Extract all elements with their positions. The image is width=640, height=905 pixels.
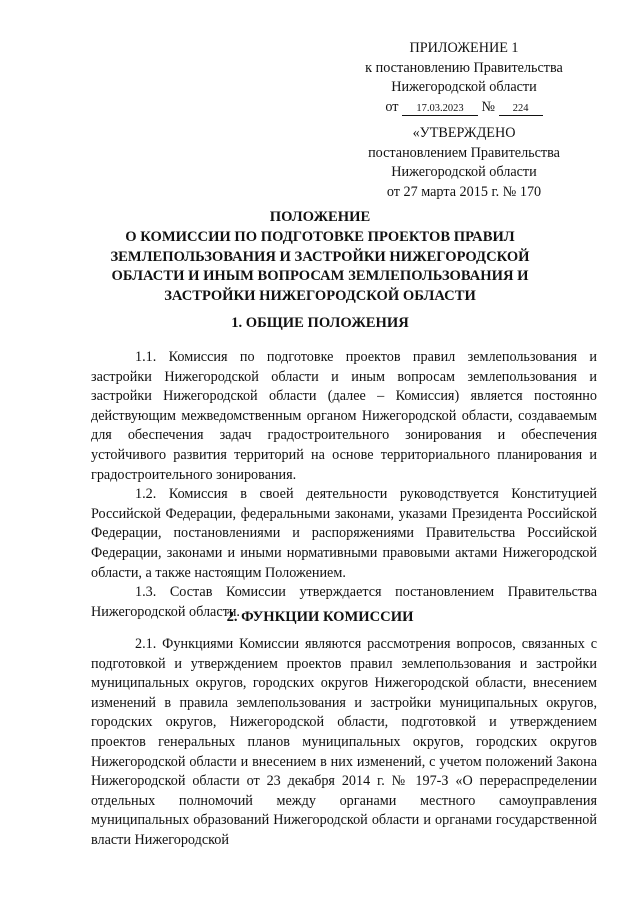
section-2-body — [91, 635, 597, 848]
approved-line-4: от 27 марта 2015 г. № 170 — [386, 183, 542, 200]
title-line-4: ОБЛАСТИ И ИНЫМ ВОПРОСАМ ЗЕМЛЕПОЛЬЗОВАНИЯ И — [111, 268, 529, 285]
appendix-line-2: Нижегородской области — [391, 79, 537, 96]
paragraph-1-2: 1.2. Комиссия в своей деятельности руководствуется Конституцией Российской Федерации, федеральными законами, указами Президента Российской Федерации, постановлениями и распоряжениями Правительства Российской Федерации, законами и иными нормативными правовыми актами Нижегородской области, а также настоящим Положением. — [91, 486, 597, 581]
appendix-line-1: к постановлению Правительства — [365, 59, 563, 76]
appendix-header — [344, 39, 584, 117]
title-line-2: О КОМИССИИ ПО ПОДГОТОВКЕ ПРОЕКТОВ ПРАВИЛ — [125, 228, 515, 245]
appendix-title: ПРИЛОЖЕНИЕ 1 — [409, 40, 519, 56]
date-value: 17.03.2023 — [402, 102, 478, 116]
paragraph-2-1: 2.1. Функциями Комиссии являются рассмотрения вопросов, связанных с подготовкой и утверждением проектов правил землепользования и застройки муниципальных округов, городских округов Нижегородской области, внесением изменений в правила землепользования и застройки муниципальных округов, городских округов, Нижегородской области, подготовкой и утверждением проектов генеральных планов муниципальных округов, городских округов Нижегородской области и внесением в них изменений, с учетом положений Закона Нижегородской области от 23 декабря 2014 г. № 197-З «О перераспределении отдельных полномочий между органами местного самоуправления муниципальных образований Нижегородской области и органами государственной власти Нижегородской — [91, 636, 597, 848]
section-2-heading: 2. ФУНКЦИИ КОМИССИИ — [226, 609, 414, 625]
document-title — [60, 208, 580, 307]
approved-block — [344, 124, 584, 202]
approved-line-1: «УТВЕРЖДЕНО — [412, 125, 516, 141]
approved-line-2: постановлением Правительства — [368, 144, 560, 161]
section-1-heading: 1. ОБЩИЕ ПОЛОЖЕНИЯ — [231, 315, 409, 331]
title-line-1: ПОЛОЖЕНИЕ — [269, 209, 371, 225]
number-value: 224 — [499, 102, 543, 116]
title-line-3: ЗЕМЛЕПОЛЬЗОВАНИЯ И ЗАСТРОЙКИ НИЖЕГОРОДСКОЙ — [110, 248, 530, 265]
date-prefix: от — [385, 98, 399, 115]
paragraph-1-3: 1.3. Состав Комиссии утверждается постановлением Правительства Нижегородской области. — [91, 584, 597, 620]
section-1-body — [91, 348, 597, 622]
title-line-5: ЗАСТРОЙКИ НИЖЕГОРОДСКОЙ ОБЛАСТИ — [164, 288, 476, 305]
appendix-date-row — [344, 98, 584, 118]
number-sign: № — [481, 98, 496, 115]
paragraph-1-1: 1.1. Комиссия по подготовке проектов правил землепользования и застройки Нижегородской области и иным вопросам землепользования и застройки Нижегородской области (далее – Комиссия) является постоянно действующим межведомственным органом Нижегородской области, создаваемым для обеспечения задач градостроительного зонирования и обеспечения устойчивого развития территорий на основе территориального планирования и градостроительного зонирования. — [91, 349, 597, 483]
approved-line-3: Нижегородской области — [391, 164, 537, 181]
